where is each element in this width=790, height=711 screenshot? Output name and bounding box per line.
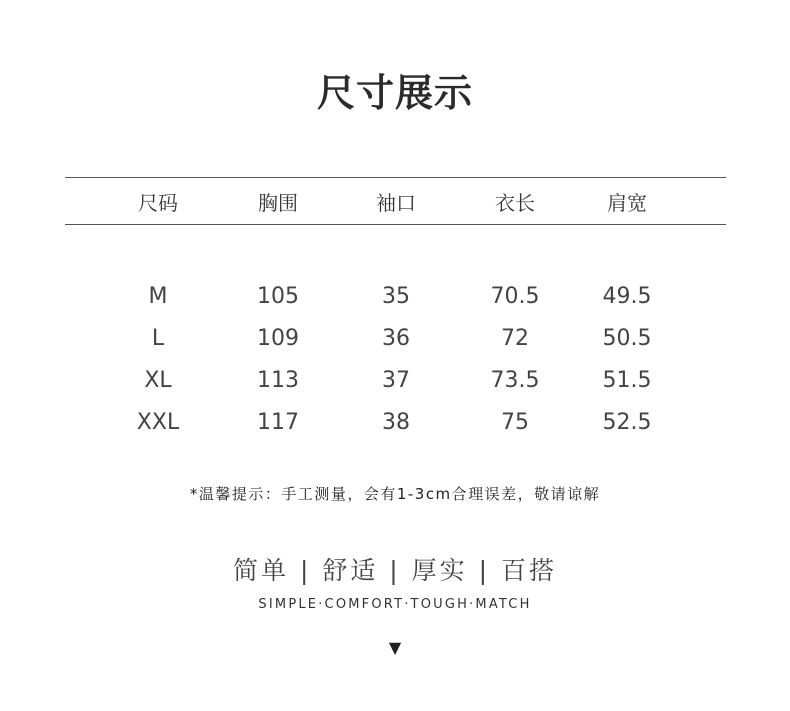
table-cell: 105 xyxy=(257,284,299,309)
table-cell: 73.5 xyxy=(490,368,540,393)
table-cell: 35 xyxy=(382,284,410,309)
table-cell: 117 xyxy=(257,410,299,435)
table-cell: 75 xyxy=(501,410,529,435)
table-cell: XL xyxy=(144,368,172,393)
column-header-chest: 胸围 xyxy=(258,191,298,215)
table-cell: 49.5 xyxy=(602,284,652,309)
column-header-cuff: 袖口 xyxy=(376,191,416,215)
column-header-size: 尺码 xyxy=(138,191,178,215)
slogan: 简单 | 舒适 | 厚实 | 百搭 xyxy=(233,556,557,585)
measurement-note: *温馨提示：手工测量，会有1-3cm合理误差，敬请谅解 xyxy=(189,485,601,503)
table-cell: 38 xyxy=(382,410,410,435)
table-cell: M xyxy=(148,284,168,309)
table-cell: 70.5 xyxy=(490,284,540,309)
page-title: 尺寸展示 xyxy=(316,71,473,115)
table-cell: 52.5 xyxy=(602,410,652,435)
table-cell: 51.5 xyxy=(602,368,652,393)
table-header-rule xyxy=(65,224,726,225)
column-header-shoulder: 肩宽 xyxy=(607,191,647,215)
arrow-down-icon: ▼ xyxy=(388,638,402,657)
table-cell: 37 xyxy=(382,368,410,393)
slogan-english: SIMPLE·COMFORT·TOUGH·MATCH xyxy=(258,597,532,612)
table-cell: 36 xyxy=(382,326,410,351)
table-cell: L xyxy=(151,326,165,351)
table-top-rule xyxy=(65,177,726,178)
table-cell: 72 xyxy=(501,326,529,351)
column-header-length: 衣长 xyxy=(495,191,535,215)
table-cell: XXL xyxy=(136,410,180,435)
table-cell: 50.5 xyxy=(602,326,652,351)
table-cell: 109 xyxy=(257,326,299,351)
table-cell: 113 xyxy=(257,368,299,393)
